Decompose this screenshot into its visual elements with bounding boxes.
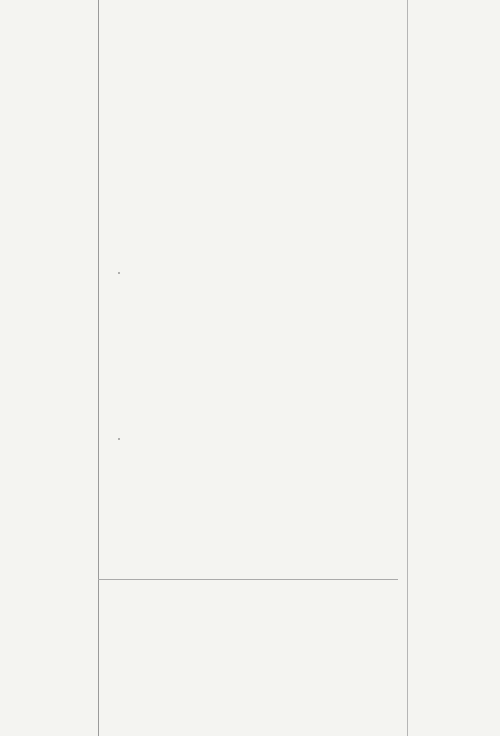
- fold-line: [98, 579, 398, 580]
- scan-speck: [118, 272, 120, 274]
- right-margin-rule: [407, 0, 408, 736]
- left-margin-rule: [98, 0, 99, 736]
- answer-key-page: [107, 38, 407, 69]
- section-b-heading: [107, 53, 407, 68]
- section-title: [107, 38, 407, 53]
- site-watermark: [382, 682, 492, 730]
- scan-speck: [118, 438, 120, 440]
